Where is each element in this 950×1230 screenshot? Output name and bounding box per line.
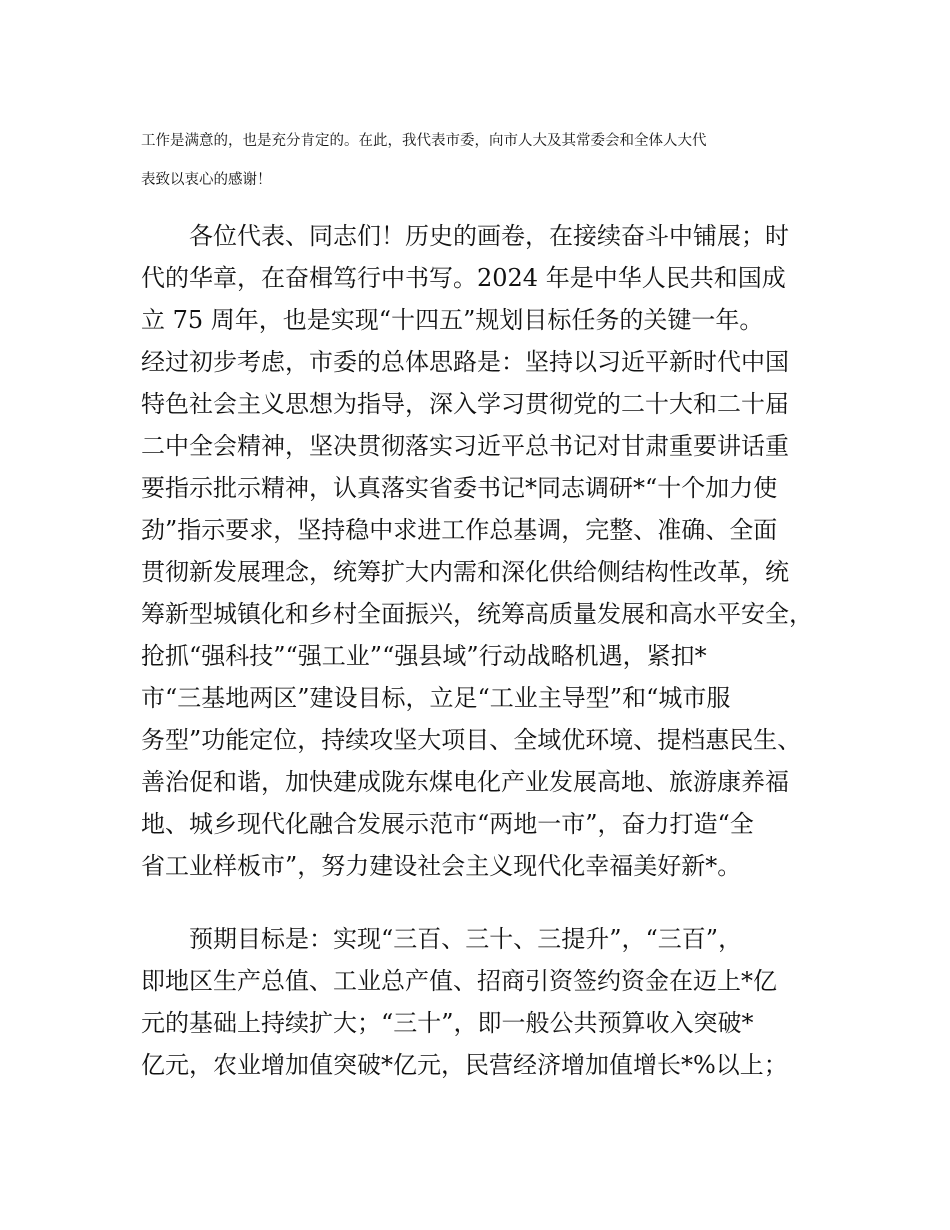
text-line: 立 75 周年，也是实现“十四五”规划目标任务的关键一年。	[141, 306, 764, 334]
text-line: 市“三基地两区”建设目标，立足“工业主导型”和“城市服	[141, 684, 731, 712]
text-line: 省工业样板市”，努力建设社会主义现代化幸福美好新*。	[141, 852, 742, 880]
intro-paragraph	[141, 122, 831, 200]
text-line: 预期目标是：实现“三百、三十、三提升”，“三百”，	[189, 925, 743, 953]
text-line: 元的基础上持续扩大；“三十”，即一般公共预算收入突破*	[141, 1009, 754, 1037]
text-line: 务型”功能定位，持续攻坚大项目、全域优环境、提档惠民生、	[141, 726, 802, 754]
paragraph-overall-approach	[141, 215, 831, 887]
text-line: 要指示批示精神，认真落实省委书记*同志调研*“十个加力使	[141, 474, 778, 502]
text-line: 善治促和谐，加快建成陇东煤电化产业发展高地、旅游康养福	[141, 768, 789, 796]
text-line: 特色社会主义思想为指导，深入学习贯彻党的二十大和二十届	[141, 390, 789, 418]
text-line: 即地区生产总值、工业总产值、招商引资签约资金在迈上*亿	[141, 967, 777, 995]
paragraph-expected-goals	[141, 918, 831, 1086]
text-line: 抢抓“强科技”“强工业”“强县域”行动战略机遇，紧扣*	[141, 642, 707, 670]
text-line: 工作是满意的，也是充分肯定的。在此，我代表市委，向市人大及其常委会和全体人大代	[141, 133, 707, 149]
text-line: 代的华章，在奋楫笃行中书写。2024 年是中华人民共和国成	[141, 264, 786, 292]
text-line: 亿元，农业增加值突破*亿元，民营经济增加值增长*%以上；	[141, 1051, 788, 1079]
text-line: 地、城乡现代化融合发展示范市“两地一市”，奋力打造“全	[141, 810, 754, 838]
text-line: 各位代表、同志们！历史的画卷，在接续奋斗中铺展；时	[189, 222, 789, 250]
text-line: 劲”指示要求，坚持稳中求进工作总基调，完整、准确、全面	[141, 516, 778, 544]
text-line: 贯彻新发展理念，统筹扩大内需和深化供给侧结构性改革，统	[141, 558, 789, 586]
text-line: 表致以衷心的感谢！	[141, 172, 272, 188]
text-line: 筹新型城镇化和乡村全面振兴，统筹高质量发展和高水平安全，	[141, 600, 813, 628]
text-line: 二中全会精神，坚决贯彻落实习近平总书记对甘肃重要讲话重	[141, 432, 789, 460]
text-line: 经过初步考虑，市委的总体思路是：坚持以习近平新时代中国	[141, 348, 789, 376]
